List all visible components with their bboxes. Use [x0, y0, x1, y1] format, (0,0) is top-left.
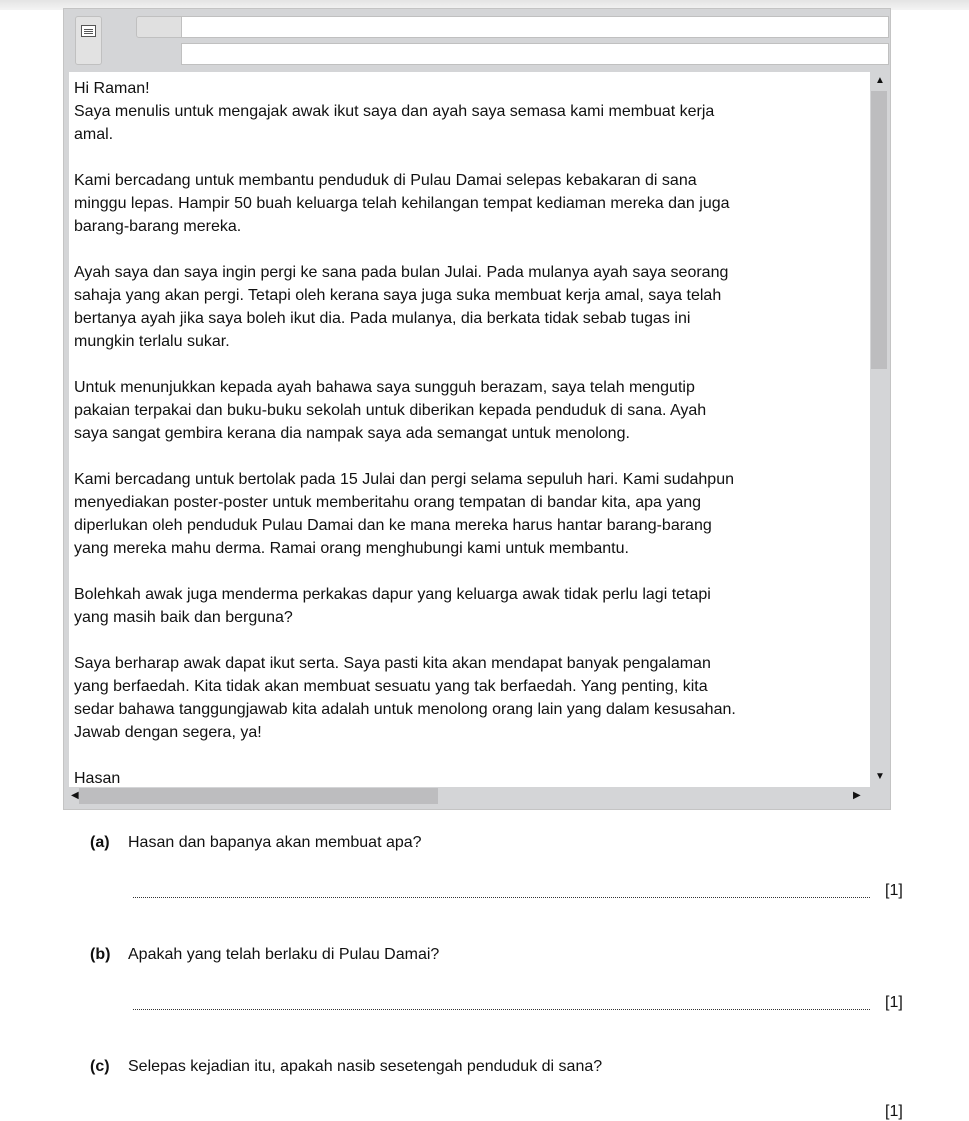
question-text: Selepas kejadian itu, apakah nasib sesetengah penduduk di sana?: [128, 1058, 603, 1075]
question-a: [90, 834, 422, 852]
scroll-left-icon[interactable]: ◀: [71, 790, 79, 801]
to-button[interactable]: [136, 16, 183, 38]
mark-c: [1]: [885, 1103, 903, 1120]
email-line: Kami bercadang untuk membantu penduduk di Pulau Damai selepas kebakaran di sana: [74, 172, 697, 189]
email-paragraph: [74, 261, 870, 353]
horizontal-scroll-thumb[interactable]: [79, 788, 438, 804]
greeting: Hi Raman!: [74, 80, 150, 97]
scroll-right-icon[interactable]: ▶: [853, 790, 861, 801]
email-line: sedar bahawa tanggungjawab kita adalah untuk menolong orang lain yang dalam kesusahan.: [74, 701, 736, 718]
email-paragraph: [74, 652, 870, 744]
email-line: bertanya ayah jika saya boleh ikut dia. Pada mulanya, dia berkata tidak sebab tugas ini: [74, 310, 691, 327]
email-line: Jawab dengan segera, ya!: [74, 724, 262, 741]
scroll-up-icon[interactable]: ▲: [875, 75, 885, 86]
email-paragraph: [74, 468, 870, 560]
vertical-scrollbar[interactable]: [870, 72, 888, 787]
compose-button[interactable]: [75, 16, 102, 65]
horizontal-scrollbar[interactable]: [69, 787, 870, 805]
answer-line-b[interactable]: [133, 1009, 870, 1010]
question-label: (c): [90, 1058, 110, 1075]
email-paragraph: [74, 100, 870, 146]
email-line: Saya menulis untuk mengajak awak ikut saya dan ayah saya semasa kami membuat kerja: [74, 103, 715, 120]
message-icon: [81, 25, 96, 37]
question-text: Hasan dan bapanya akan membuat apa?: [128, 834, 422, 851]
email-body[interactable]: [69, 72, 870, 787]
email-window: [63, 8, 891, 810]
email-line: amal.: [74, 126, 114, 143]
scroll-down-icon[interactable]: ▼: [875, 771, 885, 782]
email-line: yang masih baik dan berguna?: [74, 609, 293, 626]
email-line: saya sangat gembira kerana dia nampak saya ada semangat untuk menolong.: [74, 425, 630, 442]
email-line: diperlukan oleh penduduk Pulau Damai dan ke mana mereka harus hantar barang-barang: [74, 517, 712, 534]
mark-a: [1]: [885, 882, 903, 899]
email-line: Kami bercadang untuk bertolak pada 15 Julai dan pergi selama sepuluh hari. Kami sudahpun: [74, 471, 734, 488]
email-line: Bolehkah awak juga menderma perkakas dapur yang keluarga awak tidak perlu lagi tetapi: [74, 586, 711, 603]
email-line: mungkin terlalu sukar.: [74, 333, 230, 350]
vertical-scroll-thumb[interactable]: [871, 91, 887, 369]
email-line: Untuk menunjukkan kepada ayah bahawa saya sungguh berazam, saya telah mengutip: [74, 379, 695, 396]
email-paragraph: [74, 376, 870, 445]
subject-field[interactable]: [181, 43, 889, 65]
question-c: [90, 1058, 602, 1076]
email-line: menyediakan poster-poster untuk memberitahu orang tempatan di bandar kita, apa yang: [74, 494, 702, 511]
email-line: minggu lepas. Hampir 50 buah keluarga telah kehilangan tempat kediaman mereka dan juga: [74, 195, 730, 212]
email-paragraph: [74, 169, 870, 238]
email-line: yang berfaedah. Kita tidak akan membuat sesuatu yang tak berfaedah. Yang penting, kita: [74, 678, 708, 695]
email-line: Ayah saya dan saya ingin pergi ke sana pada bulan Julai. Pada mulanya ayah saya seorang: [74, 264, 729, 281]
to-field[interactable]: [181, 16, 889, 38]
email-line: Saya berharap awak dapat ikut serta. Saya pasti kita akan mendapat banyak pengalaman: [74, 655, 711, 672]
question-b: [90, 946, 439, 964]
question-label: (b): [90, 946, 111, 963]
email-line: pakaian terpakai dan buku-buku sekolah untuk diberikan kepada penduduk di sana. Ayah: [74, 402, 707, 419]
email-paragraph: [74, 583, 870, 629]
mark-b: [1]: [885, 994, 903, 1011]
signature: Hasan: [74, 770, 121, 787]
email-line: barang-barang mereka.: [74, 218, 242, 235]
question-label: (a): [90, 834, 110, 851]
question-text: Apakah yang telah berlaku di Pulau Damai?: [128, 946, 440, 963]
email-line: yang mereka mahu derma. Ramai orang menghubungi kami untuk membantu.: [74, 540, 629, 557]
email-line: sahaja yang akan pergi. Tetapi oleh kerana saya juga suka membuat kerja amal, saya telah: [74, 287, 722, 304]
answer-line-a[interactable]: [133, 897, 870, 898]
